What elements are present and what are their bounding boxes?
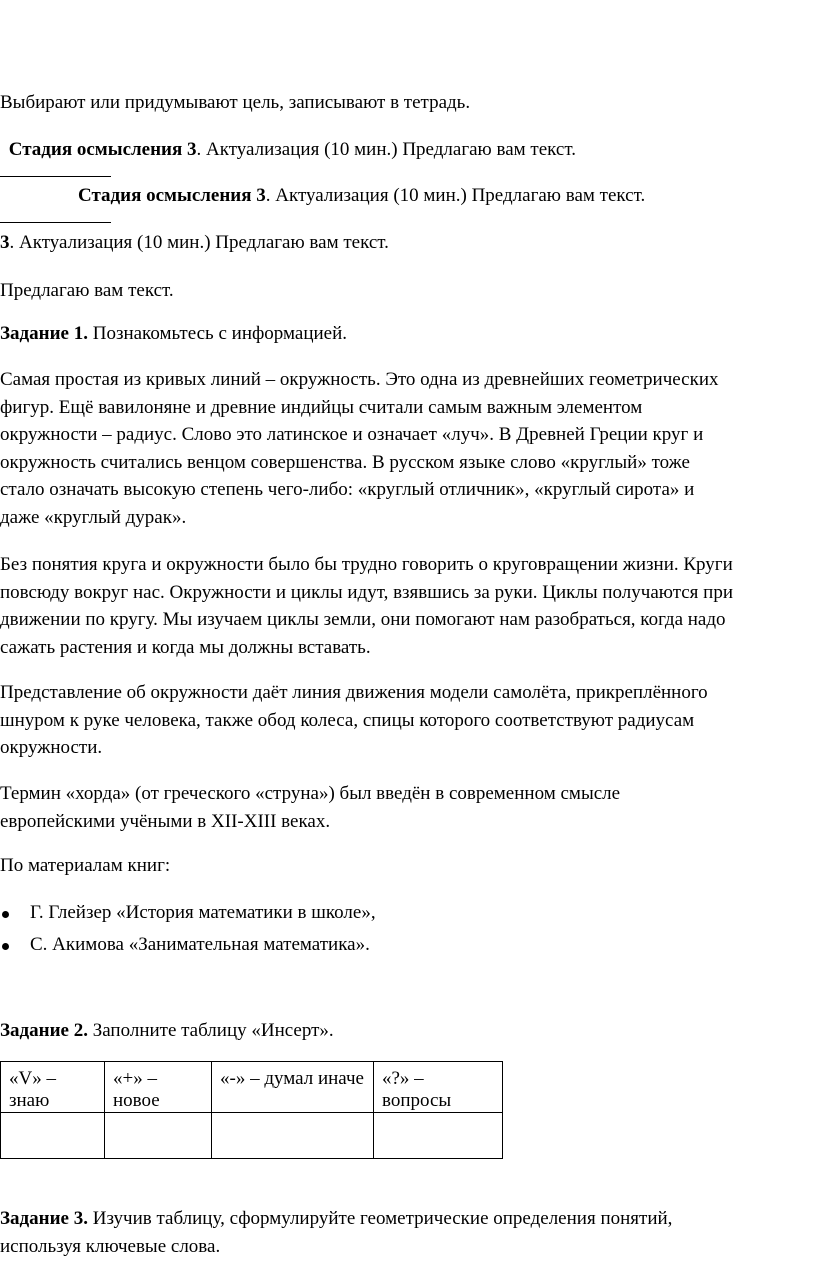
text-line: движении по кругу. Мы изучаем циклы земли, они помогают нам разобраться, когда надо	[0, 609, 726, 630]
task-2-label: Задание 2.	[0, 1020, 88, 1041]
text-line: европейскими учёными в XII-XIII веках.	[0, 810, 331, 832]
stage-actualization: . Актуализация (10 мин.)	[265, 185, 467, 206]
stage-number: 3	[256, 185, 266, 206]
sources-title: По материалам книг:	[0, 855, 171, 876]
task-3-label: Задание 3.	[0, 1208, 88, 1229]
task-3-text-cont: используя ключевые слова.	[0, 1235, 221, 1257]
header-cell-know: «V» – знаю	[1, 1062, 105, 1113]
sources-list	[0, 899, 376, 963]
header-cell-new: «+» – новое	[105, 1062, 212, 1113]
text-line: окружности.	[0, 737, 103, 758]
stage-title: Стадия осмысления	[78, 185, 252, 206]
table-header-row	[1, 1062, 503, 1113]
task-1-text: Познакомьтесь с информацией.	[87, 323, 348, 344]
stage-number: 3	[187, 139, 197, 160]
table-cell-empty[interactable]	[212, 1113, 374, 1159]
header-cell-questions: «?» – вопросы	[374, 1062, 503, 1113]
task-2-text: Заполните таблицу «Инсерт».	[87, 1020, 334, 1041]
list-item	[0, 931, 376, 963]
text-line: окружности – радиус. Слово это латинское и означает «луч». В Древней Греции круг и	[0, 424, 704, 445]
stage-offer: Предлагаю вам текст.	[471, 185, 646, 206]
task-3-heading	[0, 1205, 816, 1260]
table-cell-empty[interactable]	[105, 1113, 212, 1159]
text-line: стало означать высокую степень чего-либо: «круглый отличник», «круглый сирота» и	[0, 479, 695, 500]
text-line: Самая простая из кривых линий – окружность. Это одна из древнейших геометрических	[0, 369, 719, 390]
stage-offer: Предлагаю вам текст.	[402, 139, 576, 160]
stage-actualization: . Актуализация (10 мин.)	[196, 139, 398, 160]
text-line: Представление об окружности даёт линия движения модели самолёта, прикреплённого	[0, 682, 708, 703]
text-line: фигур. Ещё вавилоняне и древние индийцы считали самым важным элементом	[0, 396, 643, 418]
stage-line-3	[0, 232, 389, 254]
paragraph-chord-term	[0, 780, 816, 835]
text-line: окружность считались венцом совершенства. В русском языке слово «круглый» тоже	[0, 451, 690, 473]
text-line: Термин «хорда» (от греческого «струна») был введён в современном смысле	[0, 783, 621, 804]
stage-offer: Предлагаю вам текст.	[215, 232, 389, 253]
table-cell-empty[interactable]	[1, 1113, 105, 1159]
stage-title: Стадия осмысления	[8, 139, 183, 160]
stage-actualization: . Актуализация (10 мин.)	[9, 232, 211, 253]
intro-text: Выбирают или придумывают цель, записывают в тетрадь.	[0, 92, 471, 113]
text-line: шнуром к руке человека, также обод колеса, спицы которого соответствуют радиусам	[0, 709, 695, 731]
task-1-label: Задание 1.	[0, 323, 88, 344]
source-text: Г. Глейзер «История математики в школе»,	[30, 902, 376, 923]
source-text: С. Акимова «Занимательная математика».	[30, 934, 370, 955]
text-line: даже «круглый дурак».	[0, 506, 187, 528]
stage-number: 3	[0, 232, 10, 253]
task-3-text: Изучив таблицу, сформулируйте геометрические определения понятий,	[87, 1208, 673, 1229]
header-cell-thought-otherwise: «-» – думал иначе	[212, 1062, 374, 1113]
paragraph-cycles	[0, 551, 816, 661]
insert-table	[0, 1061, 503, 1159]
bullet-icon	[2, 911, 9, 918]
offer-text: Предлагаю вам текст.	[0, 280, 174, 301]
stage-line-2	[78, 185, 645, 207]
footnote-rule	[0, 176, 111, 177]
list-item	[0, 899, 376, 931]
paragraph-representation	[0, 679, 816, 762]
text-line: Без понятия круга и окружности было бы трудно говорить о круговращении жизни. Круги	[0, 554, 733, 575]
paragraph-circle-history	[0, 366, 816, 531]
table-cell-empty[interactable]	[374, 1113, 503, 1159]
task-2-heading	[0, 1020, 334, 1042]
stage-line-1	[4, 139, 576, 161]
task-1-heading	[0, 323, 347, 345]
text-line: повсюду вокруг нас. Окружности и циклы идут, взявшись за руки. Циклы получаются при	[0, 581, 733, 603]
text-line: сажать растения и когда мы должны вставать.	[0, 636, 371, 658]
footnote-rule	[0, 222, 111, 223]
table-row	[1, 1113, 503, 1159]
bullet-icon	[2, 943, 9, 950]
